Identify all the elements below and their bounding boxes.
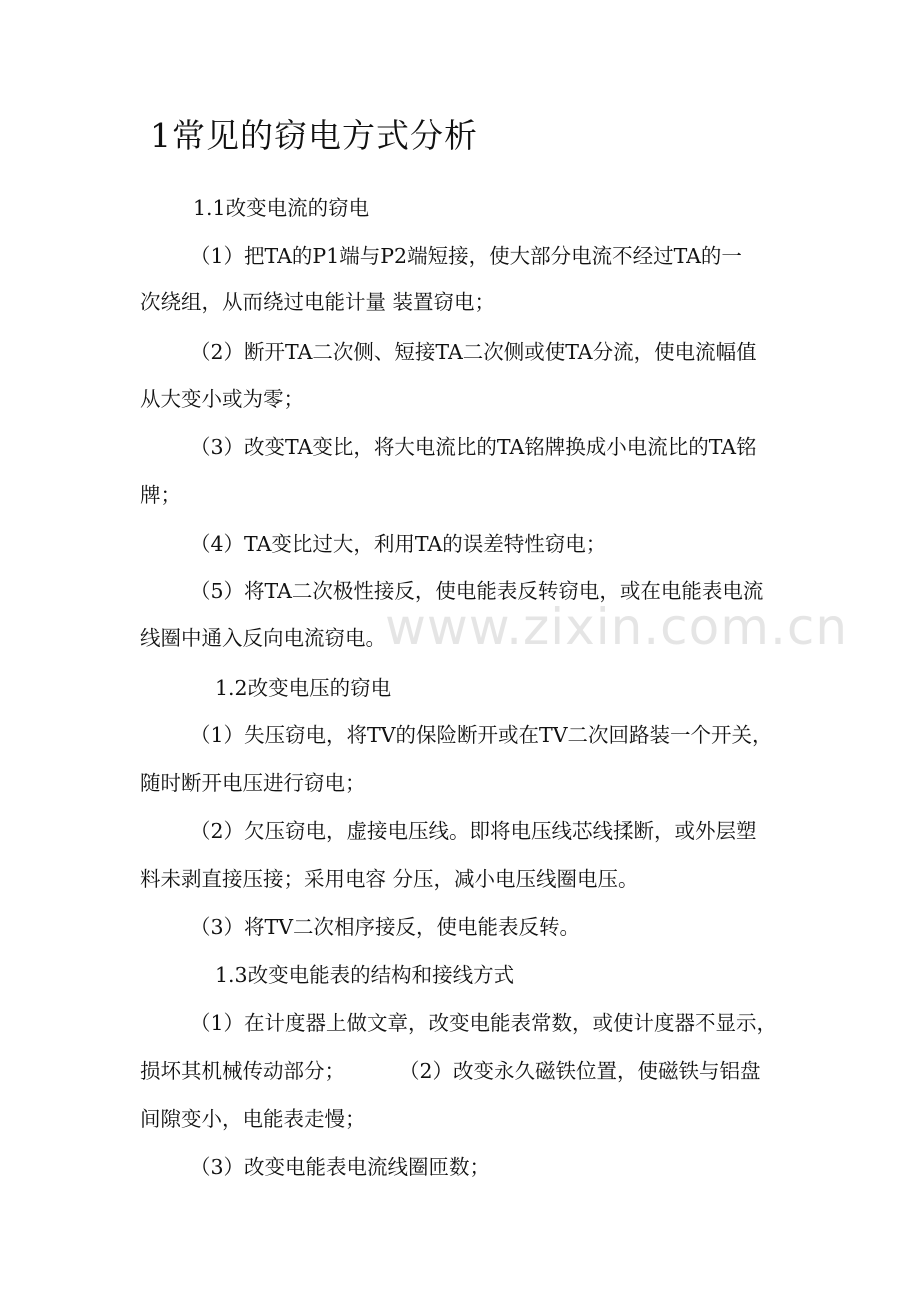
paragraph-line: 间隙变小，电能表走慢； [140, 1107, 366, 1131]
site-watermark: www.zixin.com.cn [385, 598, 849, 656]
section-heading-1-2: 1.2改变电压的窃电 [215, 676, 392, 700]
section-heading-1-1: 1.1改变电流的窃电 [193, 196, 370, 220]
paragraph-line: （5）将TA二次极性接反，使电能表反转窃电，或在电能表电流 [190, 579, 764, 603]
paragraph-line: 线圈中通入反向电流窃电。 [140, 626, 386, 650]
paragraph-line: （3）改变TA变比，将大电流比的TA铭牌换成小电流比的TA铭 [190, 435, 757, 459]
paragraph-line: 牌； [140, 483, 181, 507]
paragraph-line: （2）断开TA二次侧、短接TA二次侧或使TA分流，使电流幅值 [190, 340, 757, 364]
paragraph-line: （1）把TA的P1端与P2端短接，使大部分电流不经过TA的一 [190, 244, 742, 268]
paragraph-line: 次绕组，从而绕过电能计量 装置窃电； [140, 290, 496, 314]
paragraph-line: （1）在计度器上做文章，改变电能表常数，或使计度器不显示， [190, 1011, 778, 1035]
paragraph-segment: 损坏其机械传动部分； [140, 1059, 345, 1083]
paragraph-line [140, 1056, 761, 1086]
paragraph-line: （3）改变电能表电流线圈匝数； [190, 1155, 491, 1179]
paragraph-line: 从大变小或为零； [140, 387, 304, 411]
paragraph-segment: （2）改变永久磁铁位置，使磁铁与铝盘 [399, 1059, 761, 1083]
paragraph-line: 料未剥直接压接；采用电容 分压，减小电压线圈电压。 [140, 867, 639, 891]
paragraph-line: 随时断开电压进行窃电； [140, 771, 366, 795]
paragraph-line: （2）欠压窃电，虚接电压线。即将电压线芯线揉断，或外层塑 [190, 819, 757, 843]
section-heading-1-3: 1.3改变电能表的结构和接线方式 [215, 963, 515, 987]
paragraph-line: （1）失压窃电，将TV的保险断开或在TV二次回路装一个开关， [190, 723, 773, 747]
document-title: 1常见的窃电方式分析 [150, 116, 478, 155]
paragraph-line: （3）将TV二次相序接反，使电能表反转。 [190, 915, 581, 939]
paragraph-line: （4）TA变比过大，利用TA的误差特性窃电； [190, 532, 607, 556]
